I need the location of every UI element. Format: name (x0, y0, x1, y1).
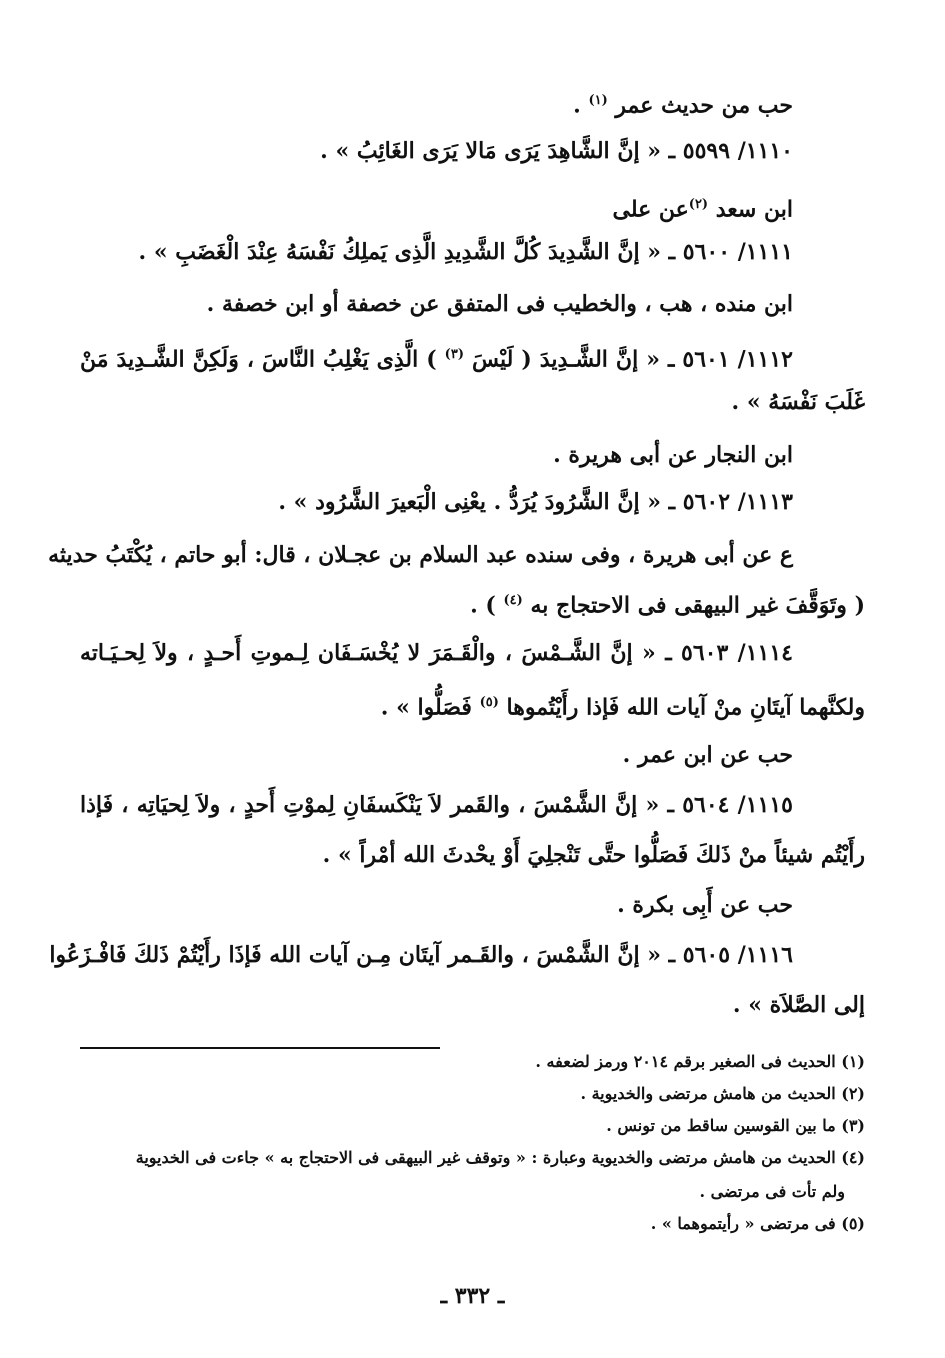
hadith-line: ١١١٣/ ٥٦٠٢ ـ « إنَّ الشَّرُودَ يُرَدُّ . يعْنِى الْبَعيرَ الشَّرُود » . (278, 489, 793, 515)
hadith-line: ١١١٢/ ٥٦٠١ ـ « إنَّ الشَّـدِيدَ ( لَيْسَ $^{(٣)}$ ) الَّذِى يَغْلِبُ النَّاسَ ، وَلَكِنَّ الشَّـدِيدَ مَنْ (80, 346, 793, 373)
footnote-divider (80, 1047, 440, 1049)
hadith-line: ١١١٥/ ٥٦٠٤ ـ « إنَّ الشَّمْسَ ، والقَمر لاَ يَنْكَسفَانِ لِموْتِ أَحدٍ ، ولاَ لِحيَاتِه ، فَإذا (80, 792, 793, 818)
footnote: (٤) الحديث من هامش مرتضى والخديوية وعبارة : « وتوقف غير البيهقى فى الاحتجاج به » جاءت فى الخديوية (135, 1148, 865, 1167)
text-line: ابن سعد $^{(٢)}$عن على (612, 196, 793, 223)
text-line: حب من حديث عمر $^{(١)}$ . (573, 92, 793, 119)
source-line: حب عن أَبِى بكرة . (617, 892, 793, 918)
source-line-cont: ( وتَوَقَّفَ غير البيهقى فى الاحتجاج به $^{(٤)}$ ) . (470, 592, 865, 619)
source-line: ابن منده ، هب ، والخطيب فى المتفق عن خصفة أو ابن خصفة . (206, 291, 793, 317)
footnote: (٥) فى مرتضى « رأيتموهما » . (650, 1214, 865, 1233)
footnote: (٢) الحديث من هامش مرتضى والخديوية . (580, 1084, 865, 1103)
source-line: ع عن أبى هريرة ، وفى سنده عبد السلام بن عجـلان ، قال: أبو حاتم ، يُكْتَبُ حديثه (48, 542, 793, 568)
hadith-line-cont: رأَيْتُم شيئاً منْ ذَلكَ فَصَلُّوا حتَّى تَنْجلِيَ أَوْ يحْدثَ الله أمْراً » . (322, 842, 865, 868)
hadith-line-cont: غَلَبَ نَفْسَهُ » . (731, 389, 865, 415)
source-line: حب عن ابن عمر . (622, 742, 793, 768)
footnote: (٣) ما بين القوسين ساقط من تونس . (606, 1116, 865, 1135)
page-number: ـ ٣٣٢ ـ (440, 1283, 505, 1309)
hadith-line: ١١١٤/ ٥٦٠٣ ـ « إنَّ الشَّـمْسَ ، والْقَـمَرَ لا يُخْسَـفَان لِـموتِ أَحـدٍ ، ولاَ لِحـيَـاته (80, 640, 793, 666)
hadith-line-cont: ولكنَّهما آيتَانِ منْ آيات الله فَإذا رأَيْتُموها $^{(٥)}$ فَصَلُّوا » . (380, 694, 865, 721)
footnote: (١) الحديث فى الصغير برقم ٢٠١٤ ورمز لضعفه . (535, 1052, 865, 1071)
source-line: ابن النجار عن أبى هريرة . (553, 442, 793, 468)
hadith-line: ١١١٠/ ٥٥٩٩ ـ « إنَّ الشَّاهِدَ يَرَى مَالا يَرَى الغَائِبُ » . (320, 138, 793, 164)
hadith-line: ١١١٦/ ٥٦٠٥ ـ « إنَّ الشَّمْسَ ، والقَـمر آيتَان مِـن آيات الله فَإذَا رأَيْتُمْ ذَلكَ فَافْـزَعُوا (49, 942, 793, 968)
hadith-line-cont: إلى الصَّلاَة » . (732, 992, 865, 1018)
hadith-line: ١١١١/ ٥٦٠٠ ـ « إنَّ الشَّدِيدَ كُلَّ الشَّدِيدِ الَّذِى يَملِكُ نَفْسَهُ عِنْدَ الْغَضَبِ » . (138, 239, 793, 265)
footnote-cont: ولم تأت فى مرتضى . (699, 1182, 845, 1201)
